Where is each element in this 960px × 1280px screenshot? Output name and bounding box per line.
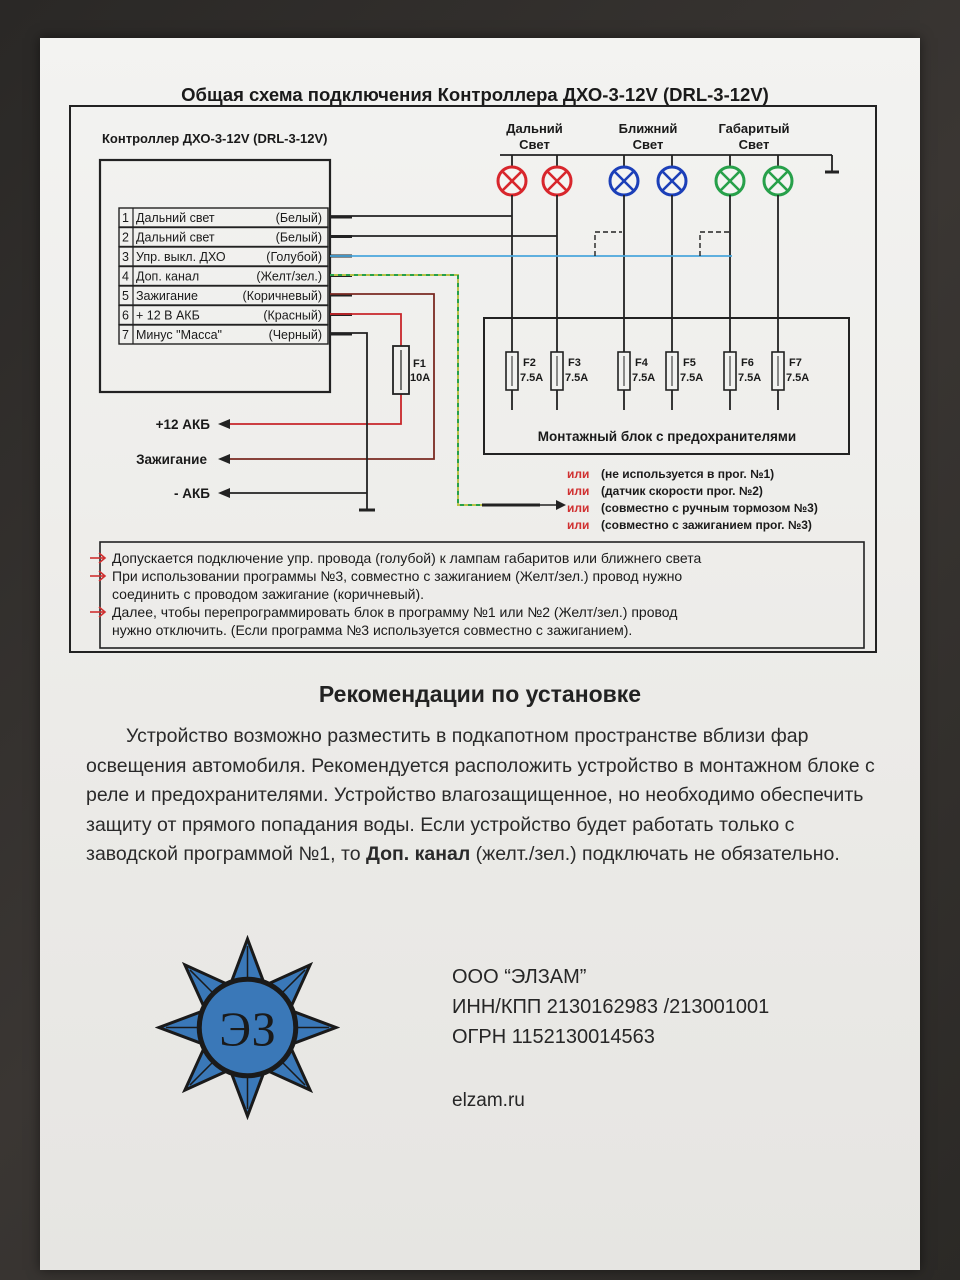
recommendations-title: Рекомендации по установке [318,681,642,707]
fuse-name: F3 [568,357,581,369]
or-word: или [567,484,590,498]
lamp-icon [610,167,638,195]
fuse-block-label: Монтажный блок с предохранителями [537,429,797,444]
output-plus12: +12 АКБ [155,417,210,432]
company-ogrn: ОГРН 1152130014563 [452,1026,655,1048]
or-word: или [567,518,590,532]
pin-color-label: (Красный) [263,308,322,323]
lamp-icon [498,167,526,195]
lamp-group-line1: Ближний [618,121,678,136]
logo-text: ЭЗ [219,1003,276,1057]
lamp-icon [716,167,744,195]
note-arrow-icon [90,553,105,563]
fuse-name: F4 [635,357,648,369]
or-options [567,467,818,532]
fuse-rating: 7.5A [738,372,762,384]
pin-number: 7 [122,328,129,342]
lamp-icon [764,167,792,195]
fuse-rating: 7.5A [520,372,544,384]
recommendations-p1: Устройство возможно разместить в подкапотном пространстве вблизи фар освещения автомобиля. Рекомендуется расположить устройство в монтажном блоке с реле и предохранителями. Устройство влагозащищенное, но необходимо обеспечить защиту от прямого попадания воды. Если устройство будет работать только с заводской программой №1, то [86,725,875,865]
fuse-f1-rating: 10A [410,372,431,384]
pin-number: 3 [122,250,129,264]
fuse-name: F5 [683,357,696,369]
lamp-icon [543,167,571,195]
lamp-group-line2: Свет [738,137,770,152]
note-line: Допускается подключение упр. провода (голубой) к лампам габаритов или ближнего света [112,550,702,566]
recommendations-bold: Доп. канал [365,843,471,865]
pin-color-label: (Белый) [275,230,322,245]
pin-color-label: (Голубой) [266,250,322,264]
lamp-group-line2: Свет [519,137,550,152]
note-line: нужно отключить. (Если программа №3 используется совместно с зажиганием). [112,622,633,638]
note-line: Далее, чтобы перепрограммировать блок в программу №1 или №2 (Желт/зел.) провод [112,604,678,620]
notes [90,550,701,638]
fuse-rating: 7.5A [565,372,589,384]
pin-name: Упр. выкл. ДХО [136,250,226,264]
or-option-text: (датчик скорости прог. №2) [601,484,763,498]
controller-label: Контроллер ДХО-3-12V (DRL-3-12V) [102,131,328,146]
or-option-text: (не используется в прог. №1) [601,467,775,481]
recommendations-p2: (желт./зел.) подключать не обязательно. [470,843,840,865]
pin-color-label: (Желт/зел.) [256,269,322,284]
pin-color-label: (Коричневый) [242,289,322,303]
or-word: или [567,501,590,515]
fuse-name: F6 [741,357,754,369]
fuse-rating: 7.5A [632,372,656,384]
lamp-group-line1: Дальний [506,121,563,136]
lamp-icon [658,167,686,195]
pin-name: Дальний свет [136,211,215,225]
pin-table [119,208,352,344]
output-minus: - АКБ [174,486,210,501]
lamp-group-line1: Габаритый [718,121,790,136]
pin-number: 6 [122,308,129,323]
pin-name: Дальний свет [136,230,215,245]
note-arrow-icon [90,571,105,581]
note-line: При использовании программы №3, совместно с зажиганием (Желт/зел.) провод нужно [112,568,683,584]
company-site: elzam.ru [452,1090,525,1111]
pin-name: + 12 В АКБ [136,308,200,323]
pin-number: 2 [122,230,129,245]
lamp-group-line2: Свет [632,137,664,152]
company-inn: ИНН/КПП 2130162983 /213001001 [452,996,770,1018]
fuse-row [506,352,809,390]
fuse-name: F7 [789,357,802,369]
fuse-rating: 7.5A [680,372,704,384]
pin-name: Доп. канал [136,269,200,284]
note-arrow-icon [90,607,105,617]
pin-number: 1 [122,211,129,225]
or-option-text: (совместно с зажиганием прог. №3) [601,518,812,532]
pin-color-label: (Черный) [268,328,322,342]
fuse-rating: 7.5A [786,372,810,384]
pin-number: 5 [122,289,129,303]
or-option-text: (совместно с ручным тормозом №3) [601,501,818,515]
recommendations-text [86,722,876,870]
elzam-logo [155,935,340,1120]
diagram-title: Общая схема подключения Контроллера ДХО-3-12V (DRL-3-12V) [181,84,769,105]
or-word: или [567,467,590,481]
pin-name: Зажигание [136,289,198,303]
pin-color-label: (Белый) [275,211,322,225]
company-name: ООО “ЭЛЗАМ” [452,966,587,988]
pin-number: 4 [122,269,129,284]
fuse-f1-name: F1 [413,358,426,370]
company-info [452,962,769,1052]
output-ignition: Зажигание [136,452,207,467]
pin-name: Минус "Масса" [136,328,222,342]
note-line: соединить с проводом зажигание (коричневый). [112,586,425,602]
fuse-name: F2 [523,357,536,369]
